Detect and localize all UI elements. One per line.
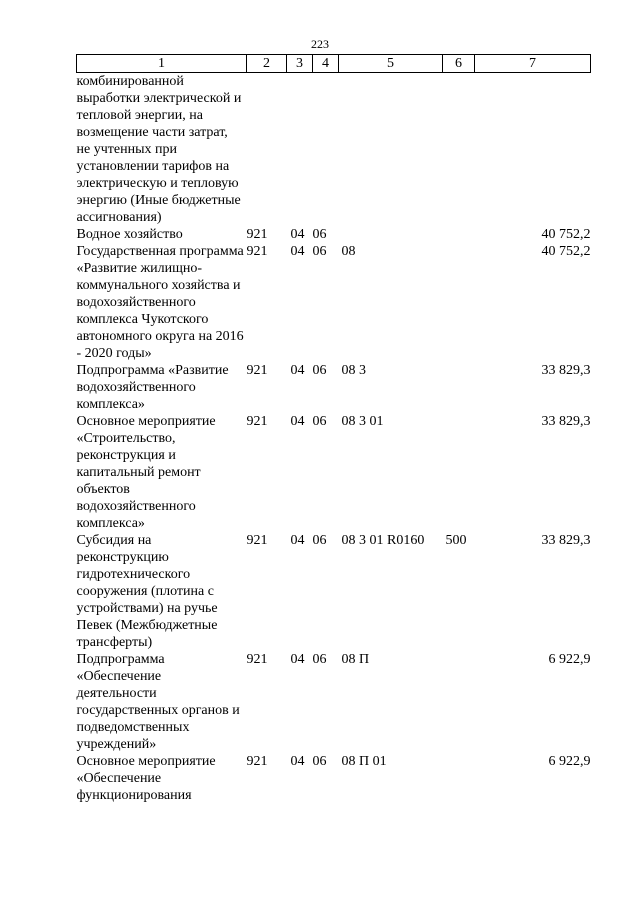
row-name-cell: Подпрограмма «Развитие водохозяйственного комплекса» bbox=[76, 363, 229, 412]
row-name-cell: Подпрограмма «Обеспечение деятельности государственных органов и подведомственных учреждений» bbox=[76, 652, 240, 752]
row-expense-type-code: 500 bbox=[445, 533, 467, 548]
table-row bbox=[77, 413, 591, 532]
row-subsection-code: 06 bbox=[312, 652, 327, 667]
row-target-code: 08 3 01 R0160 bbox=[341, 533, 425, 548]
row-expense-type-code bbox=[443, 362, 475, 413]
row-ministry-code: 921 bbox=[246, 754, 268, 769]
row-amount: 40 752,2 bbox=[541, 227, 591, 242]
row-section-code: 04 bbox=[290, 533, 305, 548]
row-section-code: 04 bbox=[290, 363, 305, 378]
row-amount: 40 752,2 bbox=[541, 244, 591, 259]
row-section-code: 04 bbox=[290, 652, 305, 667]
row-expense-type-code bbox=[443, 413, 475, 532]
row-ministry-code: 921 bbox=[246, 244, 268, 259]
row-ministry-code: 921 bbox=[246, 414, 268, 429]
table-row bbox=[77, 532, 591, 651]
row-expense-type-code bbox=[443, 753, 475, 804]
row-amount: 33 829,3 bbox=[541, 533, 591, 548]
row-target-code: 08 3 01 bbox=[341, 414, 384, 429]
header-col-7: 7 bbox=[475, 55, 591, 73]
row-ministry-code: 921 bbox=[246, 652, 268, 667]
budget-table bbox=[76, 54, 591, 804]
header-col-3: 3 bbox=[287, 55, 313, 73]
page-number: 223 bbox=[311, 37, 329, 51]
row-ministry-code: 921 bbox=[246, 533, 268, 548]
row-subsection-code: 06 bbox=[312, 754, 327, 769]
row-section-code: 04 bbox=[290, 754, 305, 769]
row-target-code bbox=[339, 73, 443, 227]
row-subsection-code: 06 bbox=[312, 363, 327, 378]
row-ministry-code bbox=[247, 73, 287, 227]
row-expense-type-code bbox=[443, 651, 475, 753]
row-target-code bbox=[339, 226, 443, 243]
row-amount: 6 922,9 bbox=[548, 652, 591, 667]
header-col-1: 1 bbox=[77, 55, 247, 73]
row-amount bbox=[475, 73, 591, 227]
header-col-5: 5 bbox=[339, 55, 443, 73]
row-ministry-code: 921 bbox=[246, 363, 268, 378]
table-body bbox=[77, 73, 591, 805]
row-section-code bbox=[287, 73, 313, 227]
row-name-cell: Водное хозяйство bbox=[76, 227, 183, 242]
row-ministry-code: 921 bbox=[246, 227, 268, 242]
header-row bbox=[77, 55, 591, 73]
table-row bbox=[77, 226, 591, 243]
row-amount: 33 829,3 bbox=[541, 414, 591, 429]
table-row bbox=[77, 651, 591, 753]
row-target-code: 08 П 01 bbox=[341, 754, 387, 769]
row-target-code: 08 bbox=[341, 244, 356, 259]
row-target-code: 08 3 bbox=[341, 363, 366, 378]
row-target-code: 08 П bbox=[341, 652, 370, 667]
table-row bbox=[77, 753, 591, 804]
row-subsection-code bbox=[313, 73, 339, 227]
row-name-cell: Государственная программа «Развитие жилищно-коммунального хозяйства и водохозяйственного комплекса Чукотского автономного округа на 2016 - 2020 годы» bbox=[76, 244, 244, 361]
header-col-6: 6 bbox=[443, 55, 475, 73]
row-section-code: 04 bbox=[290, 244, 305, 259]
row-expense-type-code bbox=[443, 226, 475, 243]
row-expense-type-code bbox=[443, 73, 475, 227]
row-subsection-code: 06 bbox=[312, 414, 327, 429]
table-row bbox=[77, 243, 591, 362]
row-subsection-code: 06 bbox=[312, 533, 327, 548]
row-subsection-code: 06 bbox=[312, 244, 327, 259]
header-col-2: 2 bbox=[247, 55, 287, 73]
row-expense-type-code bbox=[443, 243, 475, 362]
row-amount: 6 922,9 bbox=[548, 754, 591, 769]
row-name-cell: Основное мероприятие «Строительство, реконструкция и капитальный ремонт объектов водохозяйственного комплекса» bbox=[76, 414, 216, 531]
table-header bbox=[77, 55, 591, 73]
table-row bbox=[77, 73, 591, 227]
row-section-code: 04 bbox=[290, 227, 305, 242]
row-name-cell: Субсидия на реконструкцию гидротехнического сооружения (плотина с устройствами) на ручье Певек (Межбюджетные трансферты) bbox=[76, 533, 218, 650]
row-amount: 33 829,3 bbox=[541, 363, 591, 378]
row-name-cell: Основное мероприятие «Обеспечение функционирования bbox=[76, 754, 216, 803]
header-col-4: 4 bbox=[313, 55, 339, 73]
row-subsection-code: 06 bbox=[312, 227, 327, 242]
row-name-cell: комбинированной выработки электрической и тепловой энергии, на возмещение части затрат, не учтенных при установлении тарифов на электрическую и тепловую энергию (Иные бюджетные ассигнования) bbox=[76, 74, 242, 225]
row-section-code: 04 bbox=[290, 414, 305, 429]
table-row bbox=[77, 362, 591, 413]
